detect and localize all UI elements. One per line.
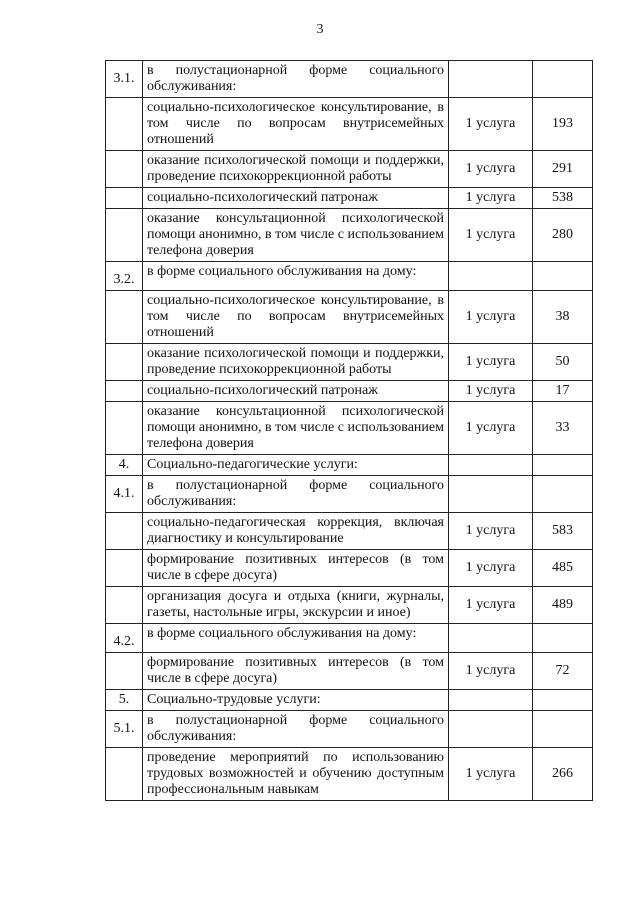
subsection-row: [106, 262, 593, 291]
unit-cell: 1 услуга: [449, 209, 533, 262]
row-number-cell: 4.1.: [106, 476, 143, 513]
unit-cell: [449, 624, 533, 653]
unit-cell: [449, 455, 533, 476]
row-number-cell: [106, 653, 143, 690]
unit-cell: [449, 61, 533, 98]
row-number-cell: [106, 513, 143, 550]
quantity-cell: 38: [533, 291, 593, 344]
service-row: [106, 550, 593, 587]
service-row: [106, 381, 593, 402]
service-description-cell: социально-психологический патронаж: [143, 188, 449, 209]
quantity-cell: 50: [533, 344, 593, 381]
row-number-cell: 5.1.: [106, 711, 143, 748]
service-description-cell: в форме социального обслуживания на дому:: [143, 262, 449, 291]
section-row: [106, 455, 593, 476]
quantity-cell: [533, 690, 593, 711]
service-row: [106, 209, 593, 262]
service-row: [106, 748, 593, 801]
unit-cell: 1 услуга: [449, 587, 533, 624]
quantity-cell: 489: [533, 587, 593, 624]
row-number-cell: [106, 98, 143, 151]
service-description-cell: формирование позитивных интересов (в том числе в сфере досуга): [143, 550, 449, 587]
quantity-cell: [533, 711, 593, 748]
service-row: [106, 344, 593, 381]
quantity-cell: 72: [533, 653, 593, 690]
quantity-cell: [533, 624, 593, 653]
row-number-cell: [106, 209, 143, 262]
quantity-cell: [533, 262, 593, 291]
service-row: [106, 653, 593, 690]
service-description-cell: в полустационарной форме социального обслуживания:: [143, 61, 449, 98]
page-number: 3: [316, 22, 324, 37]
row-number-cell: [106, 151, 143, 188]
unit-cell: 1 услуга: [449, 513, 533, 550]
subsection-row: [106, 711, 593, 748]
quantity-cell: 266: [533, 748, 593, 801]
service-description-cell: в форме социального обслуживания на дому:: [143, 624, 449, 653]
unit-cell: 1 услуга: [449, 98, 533, 151]
subsection-row: [106, 61, 593, 98]
row-number-cell: [106, 748, 143, 801]
quantity-cell: [533, 455, 593, 476]
service-description-cell: социально-психологическое консультирование, в том числе по вопросам внутрисемейных отношений: [143, 291, 449, 344]
row-number-cell: 4.2.: [106, 624, 143, 653]
quantity-cell: 485: [533, 550, 593, 587]
unit-cell: 1 услуга: [449, 151, 533, 188]
service-description-cell: социально-психологическое консультирование, в том числе по вопросам внутрисемейных отношений: [143, 98, 449, 151]
service-description-cell: оказание психологической помощи и поддержки, проведение психокоррекционной работы: [143, 344, 449, 381]
service-row: [106, 587, 593, 624]
quantity-cell: 538: [533, 188, 593, 209]
service-description-cell: оказание консультационной психологической помощи анонимно, в том числе с использованием телефона доверия: [143, 402, 449, 455]
row-number-cell: [106, 291, 143, 344]
service-description-cell: оказание консультационной психологической помощи анонимно, в том числе с использованием телефона доверия: [143, 209, 449, 262]
quantity-cell: 291: [533, 151, 593, 188]
quantity-cell: [533, 476, 593, 513]
subsection-row: [106, 476, 593, 513]
row-number-cell: [106, 402, 143, 455]
service-row: [106, 513, 593, 550]
unit-cell: [449, 476, 533, 513]
unit-cell: 1 услуга: [449, 402, 533, 455]
unit-cell: 1 услуга: [449, 381, 533, 402]
section-row: [106, 690, 593, 711]
service-description-cell: проведение мероприятий по использованию трудовых возможностей и обучению доступным профессиональным навыкам: [143, 748, 449, 801]
service-description-cell: в полустационарной форме социального обслуживания:: [143, 711, 449, 748]
service-description-cell: оказание психологической помощи и поддержки, проведение психокоррекционной работы: [143, 151, 449, 188]
unit-cell: [449, 711, 533, 748]
service-description-cell: в полустационарной форме социального обслуживания:: [143, 476, 449, 513]
quantity-cell: 193: [533, 98, 593, 151]
unit-cell: 1 услуга: [449, 344, 533, 381]
service-description-cell: Социально-трудовые услуги:: [143, 690, 449, 711]
row-number-cell: [106, 188, 143, 209]
service-description-cell: социально-педагогическая коррекция, включая диагностику и консультирование: [143, 513, 449, 550]
service-description-cell: Социально-педагогические услуги:: [143, 455, 449, 476]
quantity-cell: 583: [533, 513, 593, 550]
unit-cell: [449, 690, 533, 711]
service-description-cell: формирование позитивных интересов (в том числе в сфере досуга): [143, 653, 449, 690]
unit-cell: [449, 262, 533, 291]
row-number-cell: [106, 381, 143, 402]
services-table-body: [106, 61, 593, 801]
row-number-cell: [106, 587, 143, 624]
unit-cell: 1 услуга: [449, 653, 533, 690]
unit-cell: 1 услуга: [449, 748, 533, 801]
row-number-cell: 3.1.: [106, 61, 143, 98]
subsection-row: [106, 624, 593, 653]
service-row: [106, 291, 593, 344]
quantity-cell: [533, 61, 593, 98]
row-number-cell: 5.: [106, 690, 143, 711]
row-number-cell: [106, 344, 143, 381]
unit-cell: 1 услуга: [449, 291, 533, 344]
service-row: [106, 98, 593, 151]
quantity-cell: 280: [533, 209, 593, 262]
service-row: [106, 151, 593, 188]
service-row: [106, 402, 593, 455]
row-number-cell: [106, 550, 143, 587]
service-description-cell: социально-психологический патронаж: [143, 381, 449, 402]
row-number-cell: 4.: [106, 455, 143, 476]
row-number-cell: 3.2.: [106, 262, 143, 291]
service-description-cell: организация досуга и отдыха (книги, журналы, газеты, настольные игры, экскурсии и иное): [143, 587, 449, 624]
services-table: [105, 60, 593, 801]
service-row: [106, 188, 593, 209]
unit-cell: 1 услуга: [449, 550, 533, 587]
quantity-cell: 33: [533, 402, 593, 455]
unit-cell: 1 услуга: [449, 188, 533, 209]
quantity-cell: 17: [533, 381, 593, 402]
